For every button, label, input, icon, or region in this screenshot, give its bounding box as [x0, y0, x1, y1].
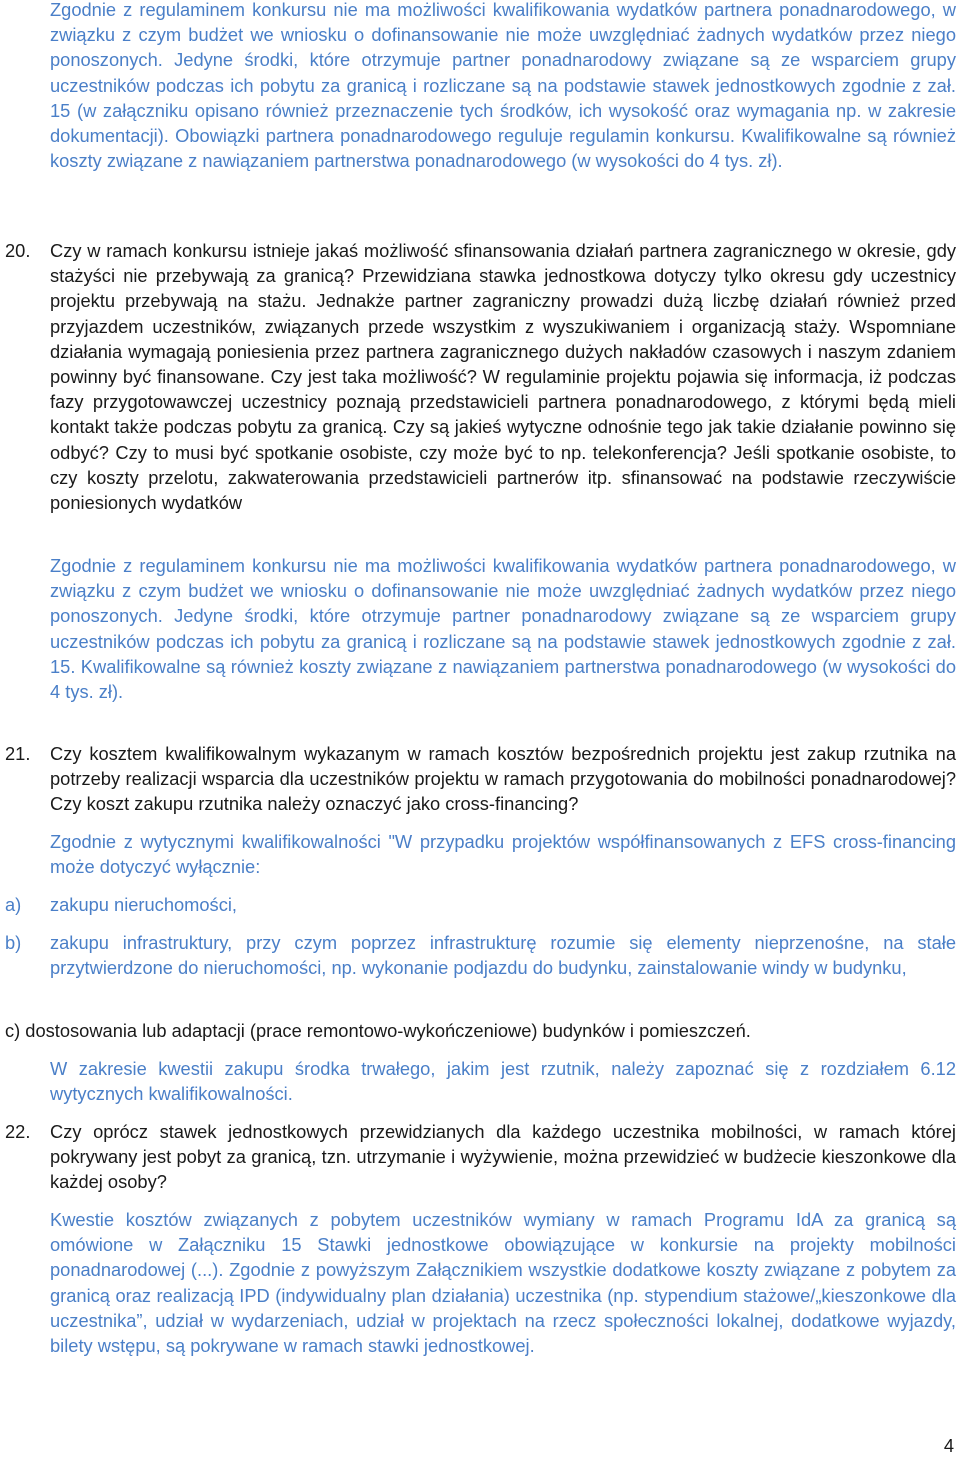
answer-21-item-c: c) dostosowania lub adaptacji (prace remontowo-wykończeniowe) budynków i pomieszczeń.: [5, 1020, 751, 1041]
answer-21-item-a-label: a): [5, 894, 22, 915]
page-number: 4: [943, 1435, 954, 1456]
answer-21-intro: Zgodnie z wytycznymi kwalifikowalności "W przypadku projektów współfinansowanych z EFS cross-financing może dotyczyć wyłącznie:: [50, 831, 956, 878]
answer-21-item-b: zakupu infrastruktury, przy czym poprzez infrastrukturę rozumie się elementy nieprzenośne, na stałe przytwierdzone do nieruchomości, np. wykonanie podjazdu do budynku, zainstalowanie windy w budynku,: [50, 932, 956, 979]
answer-19-continuation: Zgodnie z regulaminem konkursu nie ma możliwości kwalifikowania wydatków partnera ponadnarodowego, w związku z czym budżet we wniosku o dofinansowanie nie może uwzględniać żadnych wydatków przez niego ponoszonych. Jedyne środki, które otrzymuje partner ponadnarodowy związane są ze wsparciem grupy uczestników podczas ich pobytu za granicą i rozliczane są na podstawie stawek jednostkowych zgodnie z zał. 15 (w załączniku opisano również przeznaczenie tych środków, ich wysokość oraz wymagania np. w zakresie dokumentacji). Obowiązki partnera ponadnarodowego reguluje regulamin konkursu. Kwalifikowalne są również koszty związane z nawiązaniem partnerstwa ponadnarodowego (w wysokości do 4 tys. zł).: [50, 0, 956, 172]
answer-21-item-b-label: b): [5, 932, 22, 953]
question-22-text: Czy oprócz stawek jednostkowych przewidzianych dla każdego uczestnika mobilności, w ramach której pokrywany jest pobyt za granicą, tzn. utrzymanie i wyżywienie, można przewidzieć w budżecie kieszonkowe dla każdej osoby?: [50, 1121, 956, 1193]
question-22-number: 22.: [5, 1121, 31, 1142]
question-20-number: 20.: [5, 240, 31, 261]
answer-20-text: Zgodnie z regulaminem konkursu nie ma możliwości kwalifikowania wydatków partnera ponadnarodowego, w związku z czym budżet we wniosku o dofinansowanie nie może uwzględniać żadnych wydatków przez niego ponoszonych. Jedyne środki, które otrzymuje partner ponadnarodowy związane są ze wsparciem grupy uczestników podczas ich pobytu za granicą i rozliczane są na podstawie stawek jednostkowych zgodnie z zał. 15. Kwalifikowalne są również koszty związane z nawiązaniem partnerstwa ponadnarodowego (w wysokości do 4 tys. zł).: [50, 555, 956, 703]
answer-22-text: Kwestie kosztów związanych z pobytem uczestników wymiany w ramach Programu IdA za granicą są omówione w Załączniku 15 Stawki jednostkowe obowiązujące w konkursie na projekty mobilności ponadnarodowej (...). Zgodnie z powyższym Załącznikiem wszystkie dodatkowe koszty związane z pobytem za granicą oraz realizacją IPD (indywidualny plan działania) uczestnika (np. stypendium stażowe/„kieszonkowe dla uczestnika”, udział w wydarzeniach, udział w projektach na rzecz społeczności lokalnej, dodatkowe wyjazdy, bilety wstępu, są pokrywane w ramach stawki jednostkowej.: [50, 1209, 956, 1357]
question-21-number: 21.: [5, 743, 31, 764]
question-21-text: Czy kosztem kwalifikowalnym wykazanym w ramach kosztów bezpośrednich projektu jest zakup rzutnika na potrzeby realizacji wsparcia dla uczestników projektu w ramach przygotowania do mobilności ponadnarodowej? Czy koszt zakupu rzutnika należy oznaczyć jako cross-financing?: [50, 743, 956, 815]
answer-21-outro: W zakresie kwestii zakupu środka trwałego, jakim jest rzutnik, należy zapoznać się z rozdziałem 6.12 wytycznych kwalifikowalności.: [50, 1058, 956, 1105]
question-20-text: Czy w ramach konkursu istnieje jakaś możliwość sfinansowania działań partnera zagranicznego w okresie, gdy stażyści nie przebywają za granicą? Przewidziana stawka jednostkowa dotyczy tylko okresu gdy uczestnicy projektu przebywają na stażu. Jednakże partner zagraniczny prowadzi dużą liczbę działań również przed przyjazdem uczestników, związanych przede wszystkim z wyszukiwaniem i organizacją staży. Wspomniane działania wymagają poniesienia przez partnera zagranicznego dużych nakładów czasowych i naszym zdaniem powinny być finansowane. Czy jest taka możliwość? W regulaminie projektu pojawia się informacja, iż podczas fazy przygotowawczej uczestnicy poznają przedstawicieli partnera ponadnarodowego, z którymi będą mieli kontakt także podczas pobytu za granicą. Czy są jakieś wytyczne odnośnie tego jak takie działanie powinno się odbyć? Czy to musi być spotkanie osobiste, czy może być to np. telekonferencja? Jeśli spotkanie osobiste, to czy koszty przelotu, zakwaterowania przedstawicieli partnerów itp. sfinansować na podstawie rzeczywiście poniesionych wydatków: [50, 240, 956, 514]
answer-21-item-a: zakupu nieruchomości,: [50, 894, 237, 915]
